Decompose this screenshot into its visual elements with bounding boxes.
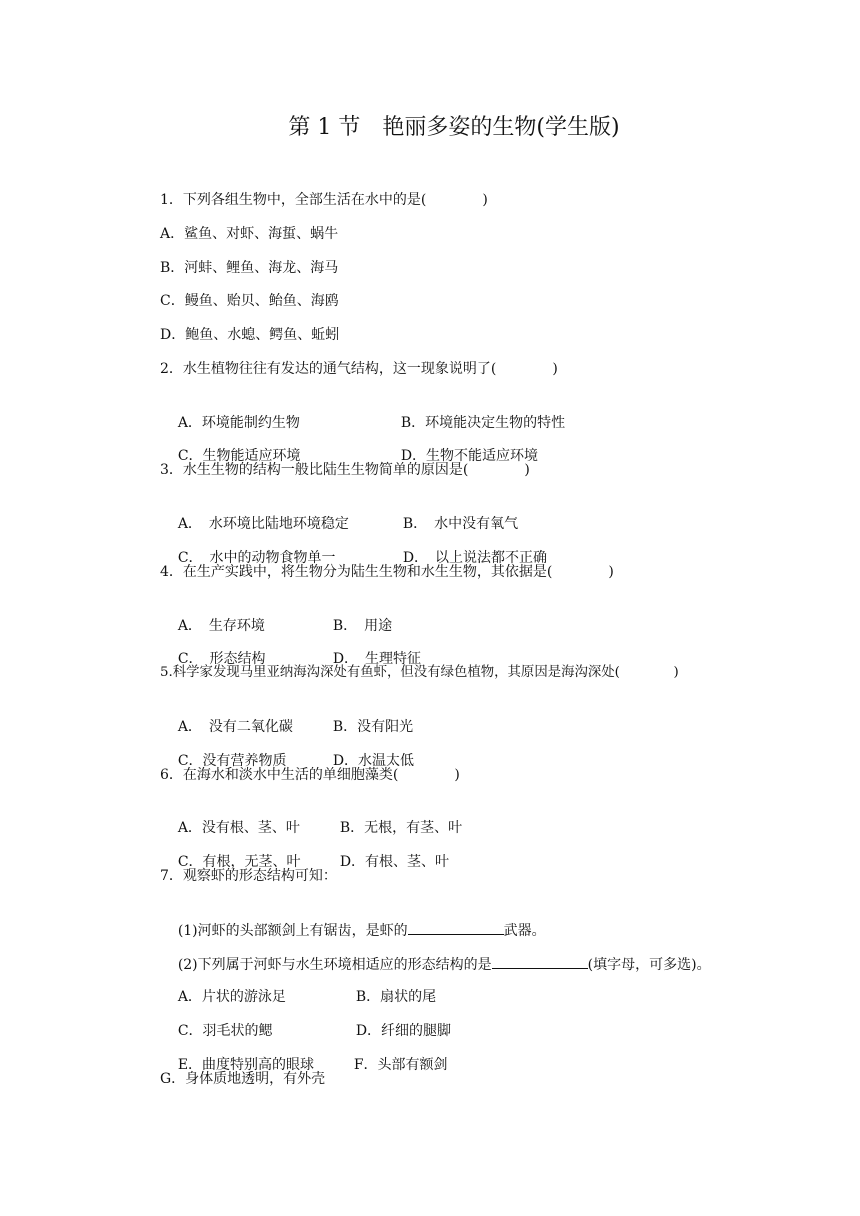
question-7-option-c: C．羽毛状的鳃	[177, 1023, 273, 1039]
question-4-stem: 4．在生产实践中，将生物分为陆生生物和水生生物，其依据是( )	[160, 564, 614, 580]
question-7-option-f: F．头部有额剑	[353, 1057, 448, 1073]
question-2-stem: 2．水生植物往往有发达的通气结构，这一现象说明了( )	[160, 361, 558, 377]
question-2-option-d: D．生物不能适应环境	[400, 448, 539, 464]
question-2-option-b: B．环境能决定生物的特性	[400, 415, 566, 431]
page-title: 第 1 节 艳丽多姿的生物(学生版)	[288, 115, 620, 140]
question-3-option-c: C． 水中的动物食物单一	[177, 550, 336, 566]
question-5-stem: 5.科学家发现马里亚纳海沟深处有鱼虾，但没有绿色植物，其原因是海沟深处( )	[160, 665, 679, 680]
question-3-option-d: D． 以上说法都不正确	[402, 550, 548, 566]
question-7-option-g: G．身体质地透明，有外壳	[160, 1071, 326, 1087]
question-5-option-d: D．水温太低	[332, 753, 415, 769]
question-1-option-b: B．河蚌、鲤鱼、海龙、海马	[160, 260, 339, 276]
question-7-option-e: E．曲度特别高的眼球	[177, 1057, 315, 1073]
question-2-option-c: C．生物能适应环境	[177, 448, 301, 464]
question-5-option-b: B．没有阳光	[332, 719, 414, 735]
question-7-option-d: D．纤细的腿脚	[355, 1023, 452, 1039]
question-4-option-a: A． 生存环境	[177, 618, 265, 634]
question-7-part-2-text: (2)下列属于河虾与水生环境相适应的形态结构的是	[177, 957, 492, 973]
question-4-option-b: B． 用途	[332, 618, 393, 634]
question-7-stem: 7．观察虾的形态结构可知：	[160, 868, 337, 884]
question-3-stem: 3．水生生物的结构一般比陆生生物简单的原因是( )	[160, 462, 530, 478]
question-3-option-b: B． 水中没有氧气	[402, 516, 519, 532]
question-1-option-a: A．鲨鱼、对虾、海蜇、蜗牛	[160, 226, 339, 242]
question-6-option-d: D．有根、茎、叶	[339, 854, 450, 870]
question-5-option-a: A． 没有二氧化碳	[177, 719, 293, 735]
question-7-part-1-text: (1)河虾的头部额剑上有锯齿，是虾的	[177, 923, 408, 939]
question-1-stem: 1．下列各组生物中，全部生活在水中的是( )	[160, 192, 488, 208]
question-6-option-a: A．没有根、茎、叶	[177, 820, 300, 836]
question-4-option-d: D． 生理特征	[332, 651, 422, 667]
question-7-option-a: A．片状的游泳足	[177, 989, 286, 1005]
question-7-option-b: B．扇状的尾	[355, 989, 437, 1005]
question-4-option-c: C． 形态结构	[177, 651, 266, 667]
question-6-option-c: C．有根，无茎、叶	[177, 854, 301, 870]
question-7-part-1-suffix: 武器。	[503, 923, 546, 939]
answer-blank-1[interactable]	[408, 920, 504, 935]
question-6-stem: 6．在海水和淡水中生活的单细胞藻类( )	[160, 767, 460, 783]
question-1-option-c: C．鳗鱼、贻贝、鲐鱼、海鸥	[160, 293, 339, 309]
question-2-option-a: A．环境能制约生物	[177, 415, 300, 431]
question-5-option-c: C．没有营养物质	[177, 753, 287, 769]
question-1-option-d: D．鲍鱼、水螅、鳄鱼、蚯蚓	[160, 327, 340, 343]
answer-blank-2[interactable]	[492, 954, 588, 969]
question-7-part-2-suffix: (填字母，可多选)。	[587, 957, 711, 973]
question-3-option-a: A． 水环境比陆地环境稳定	[177, 516, 349, 532]
question-6-option-b: B．无根，有茎、叶	[339, 820, 463, 836]
